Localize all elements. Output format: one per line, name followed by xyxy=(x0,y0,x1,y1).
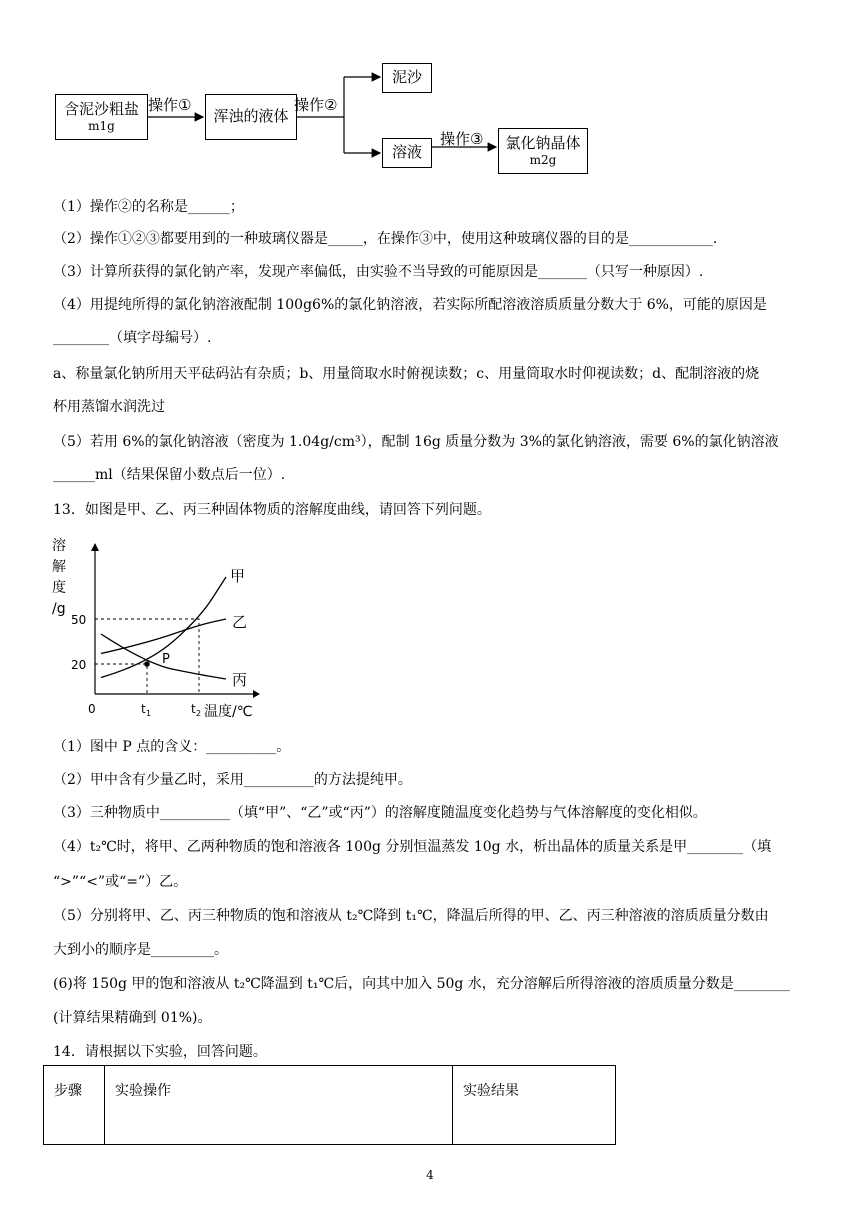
q12-options: a、称量氯化钠所用天平砝码沾有杂质；b、用量筒取水时俯视读数；c、用量筒取水时仰视读数；d、配制溶液的烧 xyxy=(53,366,760,382)
q13-part3: （3）三种物质中__________（填“甲”、“乙”或“丙”）的溶解度随温度变化趋势与气体溶解度的变化相似。 xyxy=(53,805,707,821)
sand-box: 泥沙 xyxy=(382,63,432,93)
origin-label: 0 xyxy=(88,702,96,716)
turbid-liquid-box: 浑浊的液体 xyxy=(205,94,297,140)
raw-salt-label: 含泥沙粗盐 xyxy=(63,100,139,118)
q12-part5: （5）若用 6%的氯化钠溶液（密度为 1.04g/cm³），配制 16g 质量分数为 3%的氯化钠溶液，需要 6%的氯化钠溶液 xyxy=(53,434,779,450)
series-label-3: 丙 xyxy=(232,671,248,689)
series-label-1: 甲 xyxy=(230,567,246,585)
q13-title: 13．如图是甲、乙、丙三种固体物质的溶解度曲线，请回答下列问题。 xyxy=(53,502,491,518)
header-step: 步骤 xyxy=(44,1066,105,1145)
header-operation: 实验操作 xyxy=(105,1066,453,1145)
point-p-marker xyxy=(144,661,150,667)
q12-part4: （4）用提纯所得的氯化钠溶液配制 100g6%的氯化钠溶液，若实际所配溶液溶质质量分数大于 6%，可能的原因是 xyxy=(53,297,767,313)
y-axis-label: /g xyxy=(52,601,66,617)
op2-label: 操作② xyxy=(294,96,338,114)
q13-part1: （1）图中 P 点的含义：__________。 xyxy=(53,739,291,755)
y-axis-label: 溶 xyxy=(52,538,66,554)
y-tick-label: 50 xyxy=(71,613,87,627)
x-tick-sub-t1: 1 xyxy=(146,709,152,718)
q13-part6-cont: (计算结果精确到 01%)。 xyxy=(53,1010,212,1026)
guide-20-t1 xyxy=(95,664,147,694)
op1-label: 操作① xyxy=(148,96,192,114)
solubility-chart xyxy=(48,532,268,732)
x-tick-sub-t2: 2 xyxy=(196,709,202,718)
experiment-table xyxy=(43,1065,616,1145)
crystal-box xyxy=(498,128,588,174)
y-tick-label: 20 xyxy=(71,658,87,672)
q14-title: 14．请根据以下实验，回答问题。 xyxy=(53,1044,267,1060)
crystal-mass: m2g xyxy=(529,153,557,167)
q12-part2: （2）操作①②③都要用到的一种玻璃仪器是_____，在操作③中，使用这种玻璃仪器的目的是____________. xyxy=(53,231,718,247)
q13-part5: （5）分别将甲、乙、丙三种物质的饱和溶液从 t₂℃降到 t₁℃，降温后所得的甲、乙、丙三种溶液的溶质质量分数由 xyxy=(53,908,769,924)
y-axis-label: 解 xyxy=(52,559,66,575)
q12-part4-cont: ________（填字母编号）. xyxy=(53,330,212,346)
x-axis-arrow xyxy=(253,690,260,698)
q13-part5-cont: 大到小的顺序是_________。 xyxy=(53,942,228,958)
raw-salt-box xyxy=(55,94,148,140)
solution-box: 溶液 xyxy=(382,138,432,168)
q13-part4: （4）t₂℃时，将甲、乙两种物质的饱和溶液各 100g 分别恒温蒸发 10g 水，析出晶体的质量关系是甲________（填 xyxy=(53,839,772,855)
q12-part1: （1）操作②的名称是______； xyxy=(53,199,244,215)
q12-part5-cont: ______ml（结果保留小数点后一位）. xyxy=(53,467,286,483)
series-label-2: 乙 xyxy=(232,613,248,631)
q13-part4-cont: “>”“<”或“=”）乙。 xyxy=(53,874,188,890)
x-axis-label: 温度/℃ xyxy=(204,704,253,720)
x-tick-label-t1: t xyxy=(141,702,146,716)
raw-salt-mass: m1g xyxy=(88,119,115,133)
q13-part2: （2）甲中含有少量乙时，采用__________的方法提纯甲。 xyxy=(53,772,412,788)
q12-part3: （3）计算所获得的氯化钠产率，发现产率偏低，由实验不当导致的可能原因是_______（只写一种原因）. xyxy=(53,264,704,280)
q12-options-cont: 杯用蒸馏水润洗过 xyxy=(53,399,165,415)
y-axis-label: 度 xyxy=(52,580,66,596)
q13-part6: (6)将 150g 甲的饱和溶液从 t₂℃降温到 t₁℃后，向其中加入 50g 水，充分溶解后所得溶液的溶质质量分数是________ xyxy=(53,976,790,992)
op3-label: 操作③ xyxy=(440,130,484,148)
point-p-label: P xyxy=(162,652,170,667)
x-tick-label-t2: t xyxy=(191,702,196,716)
page-number: 4 xyxy=(426,1168,434,1182)
crystal-label: 氯化钠晶体 xyxy=(505,134,581,152)
table-row xyxy=(44,1066,616,1145)
header-result: 实验结果 xyxy=(453,1066,616,1145)
y-axis-arrow xyxy=(91,543,99,551)
